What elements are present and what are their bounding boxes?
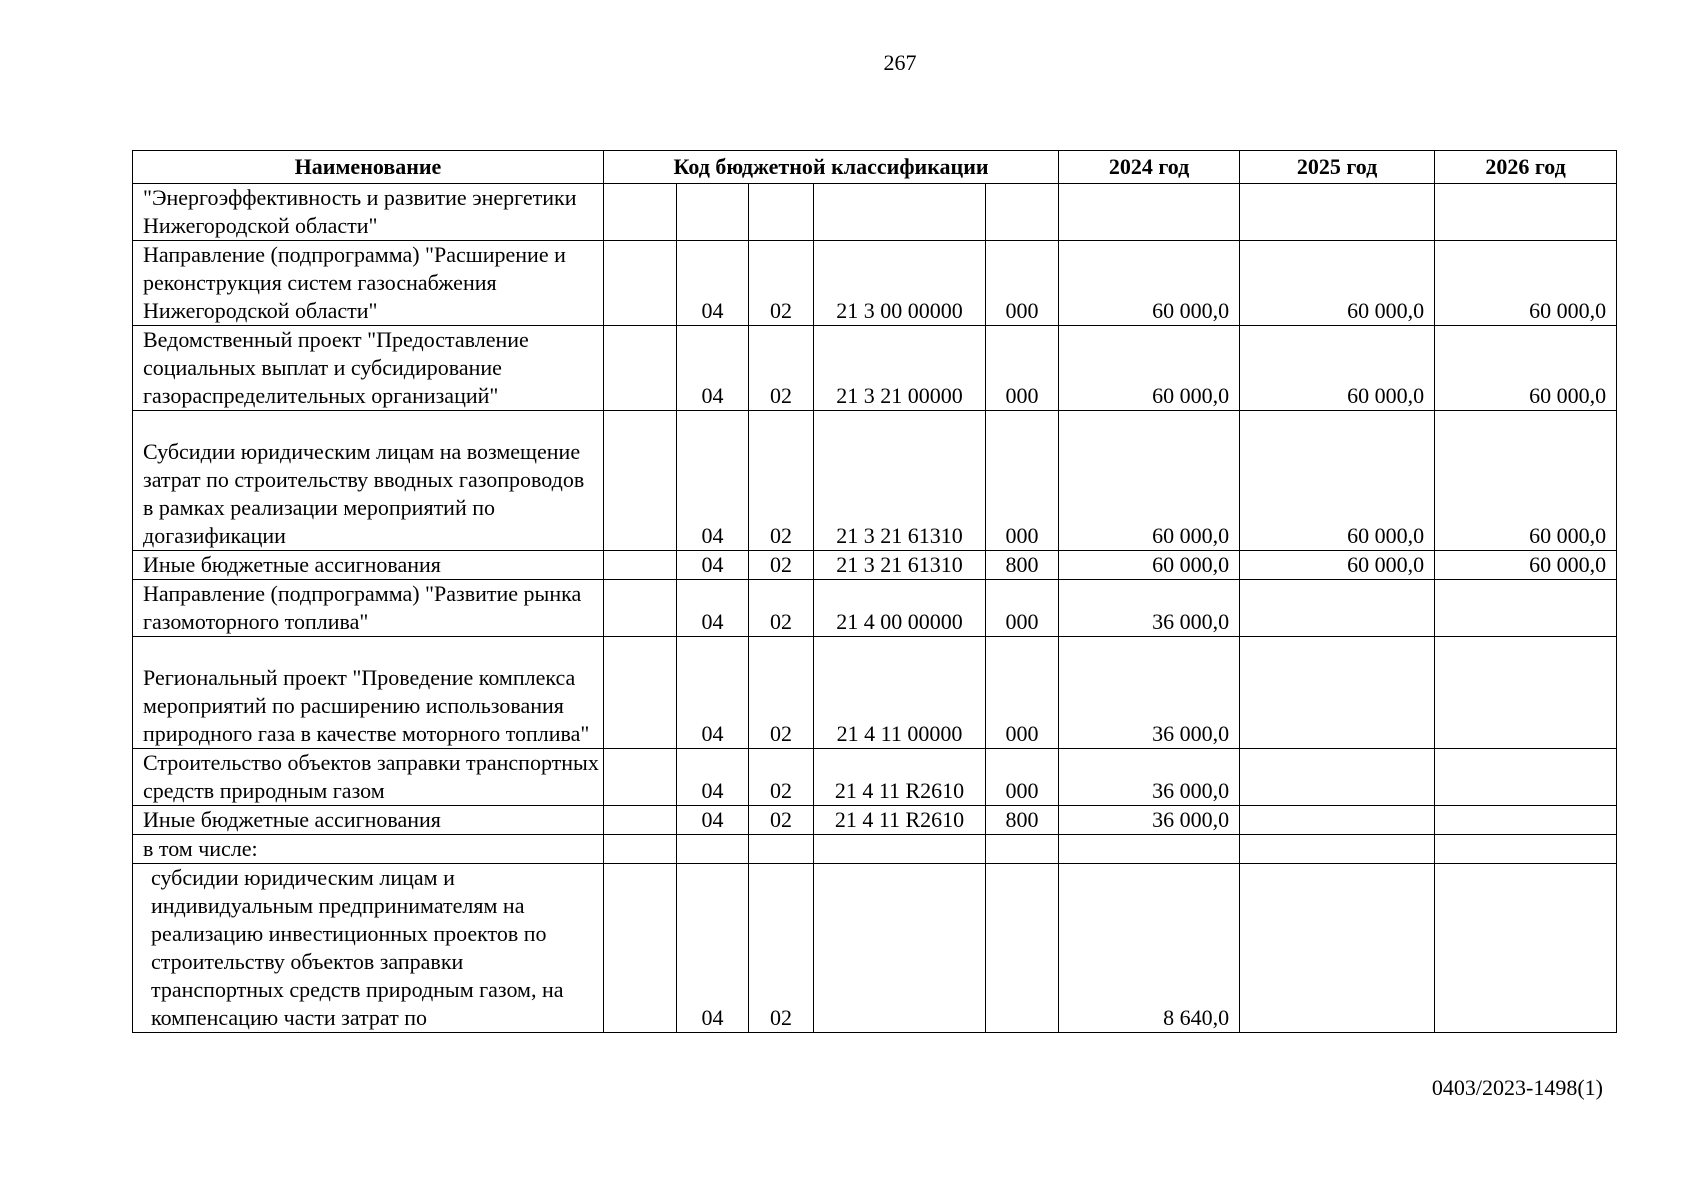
row-amount-2026 bbox=[1435, 864, 1617, 1033]
row-code-target: 21 3 21 00000 bbox=[814, 326, 986, 411]
row-code-section: 04 bbox=[677, 580, 749, 637]
row-blank-code bbox=[604, 749, 677, 806]
row-blank-code bbox=[604, 241, 677, 326]
row-code-subsection bbox=[749, 835, 814, 864]
row-amount-2025: 60 000,0 bbox=[1240, 411, 1435, 551]
row-amount-2024: 36 000,0 bbox=[1059, 580, 1240, 637]
row-name: Направление (подпрограмма) "Развитие рынка газомоторного топлива" bbox=[133, 580, 604, 637]
row-blank-code bbox=[604, 806, 677, 835]
row-amount-2026 bbox=[1435, 637, 1617, 749]
row-code-target: 21 3 21 61310 bbox=[814, 551, 986, 580]
row-amount-2025 bbox=[1240, 835, 1435, 864]
row-amount-2024: 8 640,0 bbox=[1059, 864, 1240, 1033]
row-amount-2026 bbox=[1435, 806, 1617, 835]
row-code-subsection: 02 bbox=[749, 326, 814, 411]
row-amount-2026 bbox=[1435, 749, 1617, 806]
row-amount-2024 bbox=[1059, 184, 1240, 241]
row-code-section: 04 bbox=[677, 551, 749, 580]
header-2026: 2026 год bbox=[1435, 151, 1617, 184]
page-number: 267 bbox=[883, 50, 917, 75]
row-code-section: 04 bbox=[677, 749, 749, 806]
row-code-target bbox=[814, 184, 986, 241]
row-code-expense-type: 000 bbox=[986, 411, 1059, 551]
row-blank-code bbox=[604, 637, 677, 749]
row-code-section: 04 bbox=[677, 806, 749, 835]
header-name: Наименование bbox=[133, 151, 604, 184]
row-code-subsection: 02 bbox=[749, 411, 814, 551]
row-code-subsection: 02 bbox=[749, 580, 814, 637]
budget-table bbox=[132, 150, 1617, 1033]
row-blank-code bbox=[604, 551, 677, 580]
row-amount-2025 bbox=[1240, 749, 1435, 806]
row-code-target bbox=[814, 835, 986, 864]
row-blank-code bbox=[604, 184, 677, 241]
header-2025: 2025 год bbox=[1240, 151, 1435, 184]
row-code-expense-type: 800 bbox=[986, 551, 1059, 580]
row-name: Иные бюджетные ассигнования bbox=[133, 806, 604, 835]
row-name: "Энергоэффективность и развитие энергетики Нижегородской области" bbox=[133, 184, 604, 241]
table-header-row bbox=[133, 151, 1617, 184]
document-number: 0403/2023-1498(1) bbox=[1431, 1075, 1603, 1100]
row-code-target: 21 4 11 00000 bbox=[814, 637, 986, 749]
row-code-subsection: 02 bbox=[749, 551, 814, 580]
row-code-expense-type: 800 bbox=[986, 806, 1059, 835]
row-code-section: 04 bbox=[677, 637, 749, 749]
row-amount-2024: 60 000,0 bbox=[1059, 241, 1240, 326]
row-code-section: 04 bbox=[677, 326, 749, 411]
table-row bbox=[133, 551, 1617, 580]
row-amount-2025: 60 000,0 bbox=[1240, 551, 1435, 580]
row-code-target: 21 4 11 R2610 bbox=[814, 749, 986, 806]
row-name: Направление (подпрограмма) "Расширение и реконструкция систем газоснабжения Нижегородской области" bbox=[133, 241, 604, 326]
row-code-target: 21 3 21 61310 bbox=[814, 411, 986, 551]
row-amount-2024: 36 000,0 bbox=[1059, 637, 1240, 749]
row-code-target: 21 3 00 00000 bbox=[814, 241, 986, 326]
row-amount-2026: 60 000,0 bbox=[1435, 411, 1617, 551]
row-name: субсидии юридическим лицам и индивидуальным предпринимателям на реализацию инвестиционных проектов по строительству объектов заправки транспортных средств природным газом, на компенсацию части затрат по bbox=[133, 864, 604, 1033]
row-code-subsection: 02 bbox=[749, 749, 814, 806]
row-code-expense-type bbox=[986, 864, 1059, 1033]
row-name: Строительство объектов заправки транспортных средств природным газом bbox=[133, 749, 604, 806]
row-name: Ведомственный проект "Предоставление социальных выплат и субсидирование газораспределительных организаций" bbox=[133, 326, 604, 411]
row-amount-2025: 60 000,0 bbox=[1240, 326, 1435, 411]
header-code: Код бюджетной классификации bbox=[604, 151, 1059, 184]
row-amount-2024: 60 000,0 bbox=[1059, 326, 1240, 411]
row-amount-2024: 36 000,0 bbox=[1059, 806, 1240, 835]
row-code-section: 04 bbox=[677, 411, 749, 551]
row-code-expense-type: 000 bbox=[986, 326, 1059, 411]
row-blank-code bbox=[604, 326, 677, 411]
row-blank-code bbox=[604, 411, 677, 551]
table-row bbox=[133, 749, 1617, 806]
table-row bbox=[133, 580, 1617, 637]
row-code-section bbox=[677, 835, 749, 864]
row-name: Иные бюджетные ассигнования bbox=[133, 551, 604, 580]
row-code-target: 21 4 00 00000 bbox=[814, 580, 986, 637]
table-row bbox=[133, 835, 1617, 864]
row-amount-2024 bbox=[1059, 835, 1240, 864]
row-amount-2024: 60 000,0 bbox=[1059, 551, 1240, 580]
row-amount-2025 bbox=[1240, 580, 1435, 637]
row-amount-2025 bbox=[1240, 637, 1435, 749]
row-amount-2025: 60 000,0 bbox=[1240, 241, 1435, 326]
row-amount-2024: 60 000,0 bbox=[1059, 411, 1240, 551]
row-amount-2026: 60 000,0 bbox=[1435, 241, 1617, 326]
row-blank-code bbox=[604, 864, 677, 1033]
row-amount-2026 bbox=[1435, 184, 1617, 241]
row-blank-code bbox=[604, 580, 677, 637]
table-row bbox=[133, 806, 1617, 835]
table-row bbox=[133, 184, 1617, 241]
row-code-subsection bbox=[749, 184, 814, 241]
row-amount-2026: 60 000,0 bbox=[1435, 551, 1617, 580]
row-amount-2025 bbox=[1240, 864, 1435, 1033]
row-amount-2026: 60 000,0 bbox=[1435, 326, 1617, 411]
table-row bbox=[133, 864, 1617, 1033]
row-amount-2026 bbox=[1435, 580, 1617, 637]
row-code-subsection: 02 bbox=[749, 241, 814, 326]
row-code-expense-type: 000 bbox=[986, 580, 1059, 637]
row-name: Субсидии юридическим лицам на возмещение затрат по строительству вводных газопроводов в рамках реализации мероприятий по догазификации bbox=[133, 411, 604, 551]
row-amount-2025 bbox=[1240, 184, 1435, 241]
row-amount-2024: 36 000,0 bbox=[1059, 749, 1240, 806]
row-code-target bbox=[814, 864, 986, 1033]
row-amount-2025 bbox=[1240, 806, 1435, 835]
row-name: Региональный проект "Проведение комплекса мероприятий по расширению использования природного газа в качестве моторного топлива" bbox=[133, 637, 604, 749]
table-row bbox=[133, 326, 1617, 411]
row-code-section bbox=[677, 184, 749, 241]
row-code-expense-type: 000 bbox=[986, 749, 1059, 806]
row-code-section: 04 bbox=[677, 241, 749, 326]
table-row bbox=[133, 411, 1617, 551]
row-code-expense-type: 000 bbox=[986, 241, 1059, 326]
row-code-expense-type: 000 bbox=[986, 637, 1059, 749]
row-code-target: 21 4 11 R2610 bbox=[814, 806, 986, 835]
table-row bbox=[133, 241, 1617, 326]
row-code-subsection: 02 bbox=[749, 637, 814, 749]
row-code-expense-type bbox=[986, 835, 1059, 864]
row-code-expense-type bbox=[986, 184, 1059, 241]
row-code-section: 04 bbox=[677, 864, 749, 1033]
row-blank-code bbox=[604, 835, 677, 864]
row-name: в том числе: bbox=[133, 835, 604, 864]
row-code-subsection: 02 bbox=[749, 806, 814, 835]
header-2024: 2024 год bbox=[1059, 151, 1240, 184]
row-amount-2026 bbox=[1435, 835, 1617, 864]
row-code-subsection: 02 bbox=[749, 864, 814, 1033]
table-row bbox=[133, 637, 1617, 749]
